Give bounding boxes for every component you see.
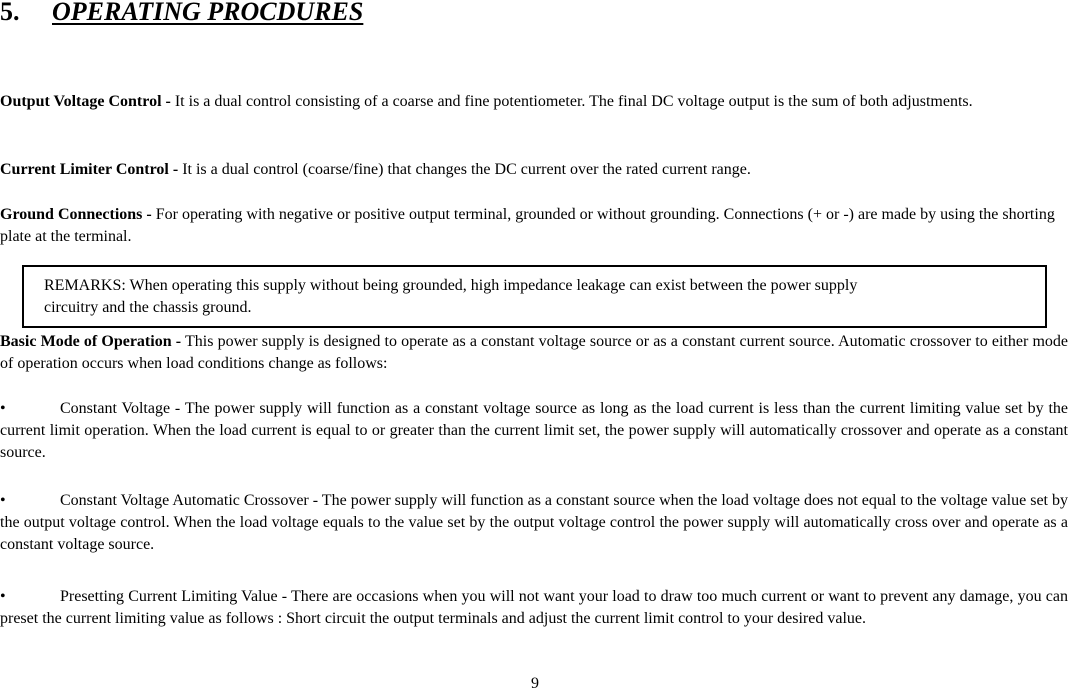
page-number: 9	[531, 675, 539, 692]
bullet-icon: •	[0, 588, 6, 605]
paragraph-current-limiter-control	[0, 159, 1068, 181]
basic-mode-text: This power supply is designed to operate as a constant voltage source or as a constant current source. Automatic crossover to either mode of operation occurs when load conditions change as follows:	[0, 333, 1069, 372]
output-voltage-control-label: Output Voltage Control -	[0, 93, 171, 110]
bullet-text: Constant Voltage Automatic Crossover - The power supply will function as a constant source when the load voltage does not equal to the voltage value set by the output voltage control. When the load voltage equals to the value set by the output voltage control the power supply will automatically cross over and operate as a constant voltage source.	[0, 492, 1068, 553]
paragraph-ground-connections	[0, 204, 1068, 248]
bullet-item-presetting-current-limit	[0, 586, 1068, 630]
remarks-box	[22, 265, 1047, 328]
section-title: OPERATING PROCDURES	[52, 0, 364, 26]
output-voltage-control-text: It is a dual control consisting of a coarse and fine potentiometer. The final DC voltage output is the sum of both adjustments.	[174, 93, 973, 110]
bullet-icon: •	[0, 400, 6, 417]
ground-connections-label: Ground Connections -	[0, 206, 152, 223]
paragraph-output-voltage-control	[0, 91, 1068, 113]
current-limiter-control-label: Current Limiter Control -	[0, 161, 179, 178]
paragraph-basic-mode-of-operation	[0, 331, 1068, 375]
bullet-icon: •	[0, 492, 6, 509]
bullet-item-automatic-crossover	[0, 490, 1068, 556]
bullet-text: Presetting Current Limiting Value - There are occasions when you will not want your load to draw too much current or want to prevent any damage, you can preset the current limiting value as follows : Short circuit the output terminals and adjust the current limit control to your desired value.	[0, 588, 1068, 627]
current-limiter-control-text: It is a dual control (coarse/fine) that changes the DC current over the rated current range.	[182, 161, 751, 178]
remarks-line-1: REMARKS: When operating this supply without being grounded, high impedance leakage can exist between the power supply	[44, 277, 858, 294]
basic-mode-label: Basic Mode of Operation -	[0, 333, 182, 350]
bullet-item-constant-voltage	[0, 398, 1068, 464]
remarks-line-2: circuitry and the chassis ground.	[44, 299, 252, 316]
section-heading	[0, 0, 363, 27]
bullet-text: Constant Voltage - The power supply will function as a constant voltage source as long as the load current is less than the current limiting value set by the current limit operation. When the load current is equal to or greater than the current limit set, the power supply will automatically crossover and operate as a constant source.	[0, 400, 1068, 461]
remarks-text	[44, 275, 994, 319]
section-number: 5.	[0, 0, 20, 26]
ground-connections-text: For operating with negative or positive output terminal, grounded or without grounding. Connections (+ or -) are made by using the shorting plate at the terminal.	[0, 206, 1055, 245]
